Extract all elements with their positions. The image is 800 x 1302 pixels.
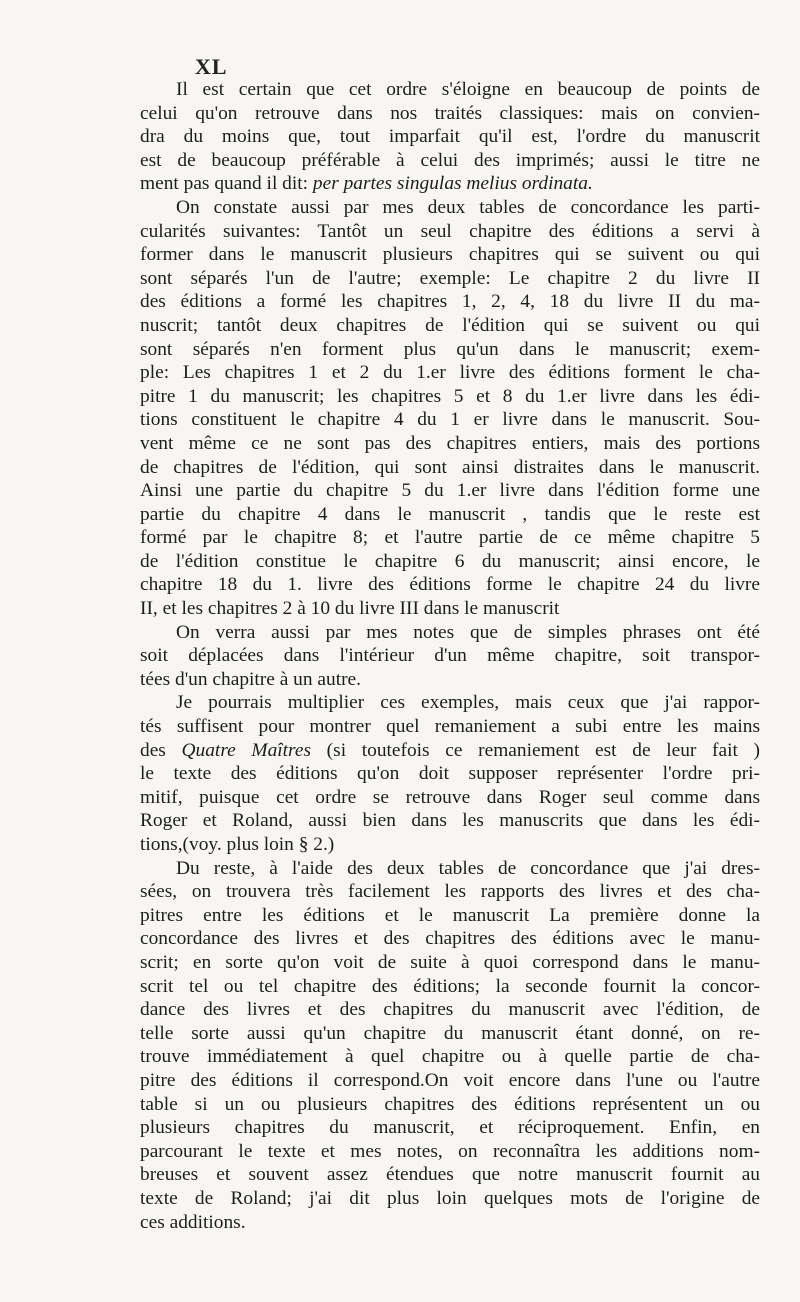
paragraph xyxy=(140,691,760,856)
text-line: pitre des éditions il correspond.On voit encore dans l'une ou l'autre xyxy=(140,1069,760,1091)
text-line: cularités suivantes: Tantôt un seul chapitre des éditions a servi à xyxy=(140,220,760,242)
text-line: II, et les chapitres 2 à 10 du livre III dans le manuscrit xyxy=(140,598,560,620)
paragraph xyxy=(140,857,760,1235)
text-line: pitres entre les éditions et le manuscrit La première donne la xyxy=(140,904,760,926)
text-line: Ainsi une partie du chapitre 5 du 1.er livre dans l'édition forme une xyxy=(140,480,760,502)
text-line: parcourant le texte et mes notes, on reconnaîtra les additions nom- xyxy=(140,1140,760,1162)
text-line: nuscrit; tantôt deux chapitres de l'édition qui se suivent ou qui xyxy=(140,314,760,336)
text-line: ple: Les chapitres 1 et 2 du 1.er livre des éditions forment le cha- xyxy=(140,362,760,384)
text-line: ces additions. xyxy=(140,1211,246,1233)
text-line: scrit tel ou tel chapitre des éditions; la seconde fournit la concor- xyxy=(140,975,760,997)
text-line: tions constituent le chapitre 4 du 1 er livre dans le manuscrit. Sou- xyxy=(140,409,760,431)
text-line: On verra aussi par mes notes que de simples phrases ont été xyxy=(176,621,760,643)
text-line: celui qu'on retrouve dans nos traités classiques: mais on convien- xyxy=(140,102,760,124)
text-line: Roger et Roland, aussi bien dans les manuscrits que dans les édi- xyxy=(140,810,760,832)
text-line: formé par le chapitre 8; et l'autre partie de ce même chapitre 5 xyxy=(140,527,760,549)
text-line: telle sorte aussi qu'un chapitre du manuscrit étant donné, on re- xyxy=(140,1022,760,1044)
text-line: sont séparés l'un de l'autre; exemple: Le chapitre 2 du livre II xyxy=(140,267,760,289)
paragraph xyxy=(140,196,760,621)
text-line: pitre 1 du manuscrit; les chapitres 5 et 8 du 1.er livre dans les édi- xyxy=(140,385,760,407)
text-line: concordance des livres et des chapitres des éditions avec le manu- xyxy=(140,928,760,950)
italic-phrase: Quatre Maîtres xyxy=(181,739,312,761)
text-line: sées, on trouvera très facilement les rapports des livres et des cha- xyxy=(140,881,760,903)
text-line: de l'édition constitue le chapitre 6 du manuscrit; ainsi encore, le xyxy=(140,550,760,572)
text-line: tions,(voy. plus loin § 2.) xyxy=(140,834,335,855)
text-line: dance des livres et des chapitres du manuscrit avec l'édition, de xyxy=(140,999,760,1021)
text-line: Il est certain que cet ordre s'éloigne en beaucoup de points de xyxy=(176,79,760,100)
text-line: des éditions a formé les chapitres 1, 2, 4, 18 du livre II du ma- xyxy=(140,291,760,313)
text-line: de chapitres de l'édition, qui sont ainsi distraites dans le manuscrit. xyxy=(140,456,760,478)
text-line: Je pourrais multiplier ces exemples, mais ceux que j'ai rappor- xyxy=(176,692,760,714)
text-line: le texte des éditions qu'on doit supposer représenter l'ordre pri- xyxy=(140,763,760,785)
text-line: tés suffisent pour montrer quel remaniement a subi entre les mains xyxy=(140,716,760,738)
text-line: dra du moins que, tout imparfait qu'il est, l'ordre du manuscrit xyxy=(140,126,760,148)
paragraph xyxy=(140,621,760,692)
text-line: chapitre 18 du 1. livre des éditions forme le chapitre 24 du livre xyxy=(140,574,760,596)
text-line: Du reste, à l'aide des deux tables de concordance que j'ai dres- xyxy=(176,857,760,879)
text-line: trouve immédiatement à quel chapitre ou à quelle partie de cha- xyxy=(140,1046,760,1068)
text-line: scrit; en sorte qu'on voit de suite à quoi correspond dans le manu- xyxy=(140,951,760,973)
italic-phrase: per partes singulas melius ordinata. xyxy=(312,173,593,195)
page-number: XL xyxy=(195,54,228,79)
paragraph xyxy=(140,78,760,196)
text-line: des Quatre Maîtres (si toutefois ce remaniement est de leur fait ) xyxy=(140,739,760,761)
text-line: table si un ou plusieurs chapitres des éditions représentent un ou xyxy=(140,1093,760,1115)
text-line: texte de Roland; j'ai dit plus loin quelques mots de l'origine de xyxy=(140,1187,760,1209)
text-line: On constate aussi par mes deux tables de concordance les parti- xyxy=(176,196,760,218)
text-line: former dans le manuscrit plusieurs chapitres qui se suivent ou qui xyxy=(140,244,760,266)
text-line: est de beaucoup préférable à celui des imprimés; aussi le titre ne xyxy=(140,149,760,171)
text-line: partie du chapitre 4 dans le manuscrit , tandis que le reste est xyxy=(140,503,760,525)
text-line: sont séparés n'en forment plus qu'un dans le manuscrit; exem- xyxy=(140,338,760,360)
text-line: breuses et souvent assez étendues que notre manuscrit fournit au xyxy=(140,1164,760,1186)
text-line: plusieurs chapitres du manuscrit, et réciproquement. Enfin, en xyxy=(140,1117,760,1139)
text-line: ment pas quand il dit: per partes singulas melius ordinata. xyxy=(140,173,593,195)
text-line: tées d'un chapitre à un autre. xyxy=(140,668,362,690)
text-line: soit déplacées dans l'intérieur d'un même chapitre, soit transpor- xyxy=(140,645,760,667)
text-line: mitif, puisque cet ordre se retrouve dans Roger seul comme dans xyxy=(140,786,760,808)
text-line: vent même ce ne sont pas des chapitres entiers, mais des portions xyxy=(140,432,760,454)
body-text xyxy=(140,78,760,1234)
